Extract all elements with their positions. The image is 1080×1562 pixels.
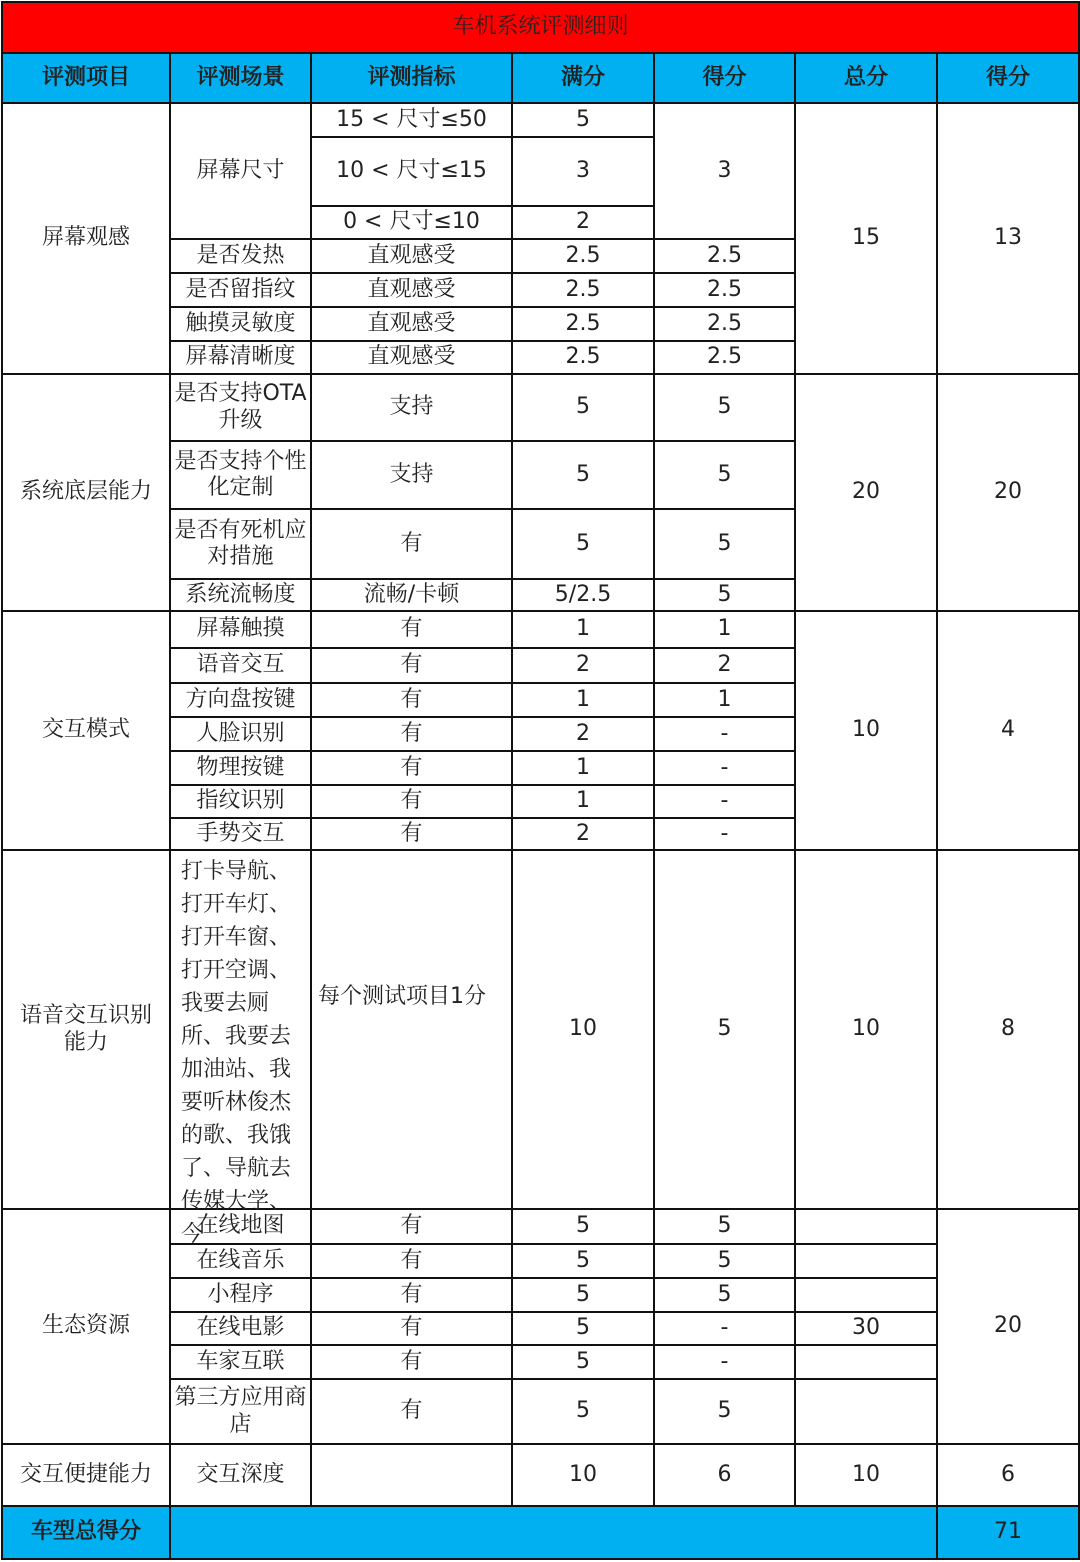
item-label: 语音交互识别能力 [19,1003,152,1055]
full-cell: 5 [512,1278,654,1312]
score-cell: 5 [654,579,795,611]
score-cell: 2 [654,648,795,683]
total-cell [795,1209,937,1244]
item-cell: 生态资源 [2,1209,170,1444]
scene-cell: 第三方应用商店 [170,1379,311,1444]
scene-cell: 在线音乐 [170,1244,311,1278]
scene-cell: 系统流畅度 [170,579,311,611]
indicator-cell: 有 [311,785,512,818]
total-cell [795,1379,937,1444]
scene-cell: 方向盘按键 [170,683,311,717]
scene-cell: 触摸灵敏度 [170,307,311,341]
scene-cell: 物理按键 [170,751,311,785]
score-cell: 5 [654,1278,795,1312]
full-cell: 5 [512,1312,654,1345]
indicator-cell: 有 [311,611,512,648]
footer-blank [170,1506,937,1559]
full-cell: 5 [512,1345,654,1379]
score-cell: 2.5 [654,341,795,374]
full-cell: 2 [512,648,654,683]
score-cell: - [654,785,795,818]
score-cell: 2.5 [654,239,795,273]
full-cell: 10 [512,850,654,1209]
header-total-score: 得分 [937,53,1079,103]
item-cell: 交互模式 [2,611,170,850]
full-cell: 2 [512,206,654,239]
indicator-cell: 15 < 尺寸≤50 [311,103,512,137]
indicator-cell: 有 [311,509,512,579]
scene-cell: 是否支持个性化定制 [170,441,311,509]
header-item: 评测项目 [2,53,170,103]
total-cell: 10 [795,850,937,1209]
indicator-cell: 直观感受 [311,239,512,273]
scene-cell: 是否支持OTA升级 [170,374,311,441]
score-cell: - [654,1345,795,1379]
full-cell: 5 [512,1244,654,1278]
full-cell: 1 [512,751,654,785]
item-cell: 屏幕观感 [2,103,170,374]
full-cell: 2.5 [512,239,654,273]
score-cell: - [654,751,795,785]
score-cell: 5 [654,374,795,441]
indicator-cell: 有 [311,818,512,850]
total-score-cell: 20 [937,1209,1079,1444]
voice-scene-text: 打卡导航、打开车灯、打开车窗、打开空调、我要去厕所、我要去加油站、我要听林俊杰的歌、我饿了、导航去传媒大学、今 [181,859,292,1247]
score-cell: - [654,717,795,751]
scene-cell: 人脸识别 [170,717,311,751]
full-cell: 2 [512,818,654,850]
header-score: 得分 [654,53,795,103]
full-cell: 1 [512,785,654,818]
score-cell: 1 [654,683,795,717]
full-cell: 5 [512,1209,654,1244]
scene-cell: 在线电影 [170,1312,311,1345]
full-cell: 2.5 [512,273,654,307]
item-cell: 系统底层能力 [2,374,170,611]
scene-cell: 语音交互 [170,648,311,683]
indicator-cell: 有 [311,751,512,785]
full-cell: 10 [512,1444,654,1506]
score-cell: 5 [654,441,795,509]
indicator-cell: 直观感受 [311,273,512,307]
indicator-cell: 有 [311,648,512,683]
indicator-cell: 有 [311,1379,512,1444]
indicator-cell: 有 [311,1312,512,1345]
total-cell: 10 [795,611,937,850]
indicator-cell: 有 [311,1244,512,1278]
scene-cell: 屏幕尺寸 [170,103,311,239]
score-cell: 5 [654,509,795,579]
scene-cell: 手势交互 [170,818,311,850]
scene-cell: 是否有死机应对措施 [170,509,311,579]
score-cell: 5 [654,1244,795,1278]
full-cell: 5 [512,509,654,579]
score-cell: - [654,1312,795,1345]
header-full: 满分 [512,53,654,103]
total-cell [795,1244,937,1278]
indicator-cell: 有 [311,1209,512,1244]
total-cell [795,1278,937,1312]
scene-cell: 小程序 [170,1278,311,1312]
full-cell: 2.5 [512,341,654,374]
scene-cell: 屏幕清晰度 [170,341,311,374]
indicator-text: 每个测试项目1分 [318,984,486,1010]
total-cell: 30 [795,1312,937,1345]
indicator-cell: 直观感受 [311,341,512,374]
total-cell: 20 [795,374,937,611]
indicator-cell: 有 [311,717,512,751]
footer-label: 车型总得分 [2,1506,170,1559]
full-cell: 5/2.5 [512,579,654,611]
item-cell: 交互便捷能力 [2,1444,170,1506]
full-cell: 5 [512,374,654,441]
scene-cell: 在线地图 [170,1209,311,1244]
total-cell: 10 [795,1444,937,1506]
scene-cell: 指纹识别 [170,785,311,818]
evaluation-table [1,1,1080,1560]
full-cell: 5 [512,103,654,137]
header-scene: 评测场景 [170,53,311,103]
item-cell [2,850,170,1209]
total-score-cell: 13 [937,103,1079,374]
full-cell: 3 [512,137,654,206]
scene-cell: 交互深度 [170,1444,311,1506]
score-cell: 6 [654,1444,795,1506]
full-cell: 2 [512,717,654,751]
scene-cell: 车家互联 [170,1345,311,1379]
full-cell: 1 [512,683,654,717]
full-cell: 1 [512,611,654,648]
score-cell: 5 [654,1379,795,1444]
indicator-cell: 有 [311,683,512,717]
scene-cell: 屏幕触摸 [170,611,311,648]
header-indicator: 评测指标 [311,53,512,103]
score-cell: 1 [654,611,795,648]
indicator-cell [311,1444,512,1506]
total-score-cell: 6 [937,1444,1079,1506]
full-cell: 5 [512,1379,654,1444]
score-cell: 5 [654,850,795,1209]
score-cell: 5 [654,1209,795,1244]
total-score-cell: 8 [937,850,1079,1209]
total-cell [795,1345,937,1379]
score-cell: 2.5 [654,307,795,341]
indicator-cell [311,850,512,1209]
indicator-cell: 支持 [311,374,512,441]
indicator-cell: 有 [311,1278,512,1312]
score-cell: 2.5 [654,273,795,307]
total-cell: 15 [795,103,937,374]
indicator-cell: 支持 [311,441,512,509]
score-cell: - [654,818,795,850]
indicator-cell: 10 < 尺寸≤15 [311,137,512,206]
table-title: 车机系统评测细则 [2,2,1079,53]
full-cell: 5 [512,441,654,509]
indicator-cell: 0 < 尺寸≤10 [311,206,512,239]
footer-total: 71 [937,1506,1079,1559]
scene-cell: 是否留指纹 [170,273,311,307]
score-cell: 3 [654,103,795,239]
total-score-cell: 4 [937,611,1079,850]
indicator-cell: 直观感受 [311,307,512,341]
indicator-cell: 有 [311,1345,512,1379]
scene-cell: 是否发热 [170,239,311,273]
full-cell: 2.5 [512,307,654,341]
total-score-cell: 20 [937,374,1079,611]
indicator-cell: 流畅/卡顿 [311,579,512,611]
header-total: 总分 [795,53,937,103]
